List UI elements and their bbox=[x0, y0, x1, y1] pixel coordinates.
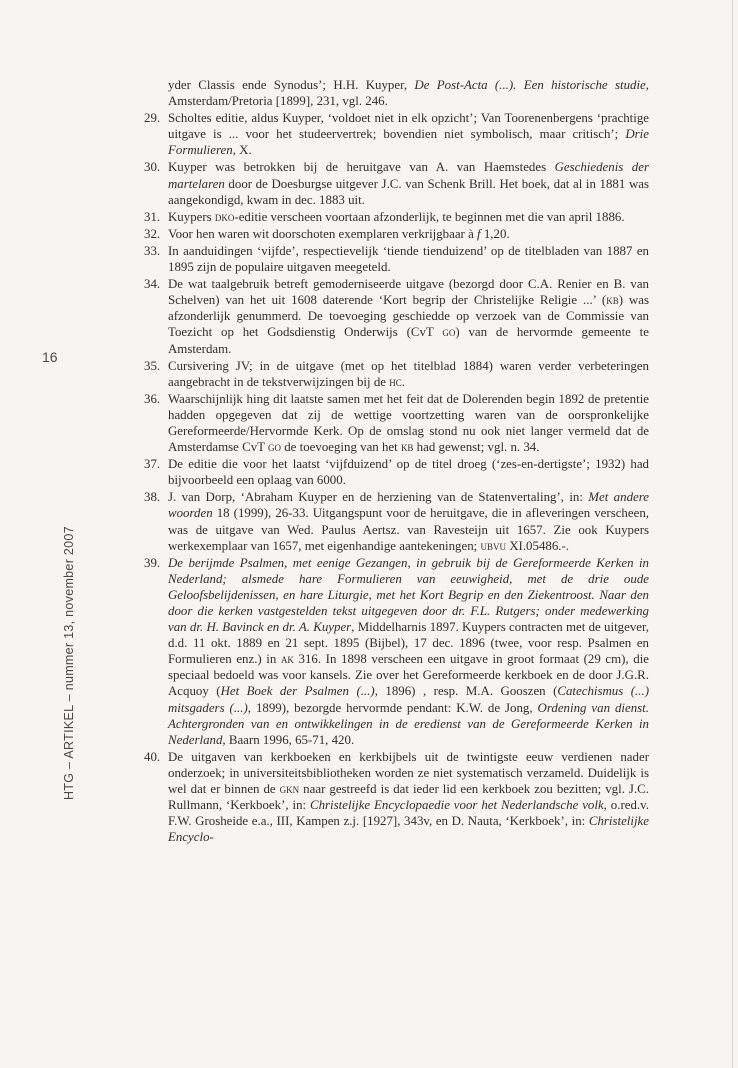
footnote-number: 37. bbox=[144, 457, 161, 472]
footnote-text-run: De wat taalgebruik betreft gemoderniseerde uitgave (bezorgd door C.A. Renier en B. van Schelven) van het uit 1608 daterende ‘Kort begrip der Christelijke Religie ...’ ( bbox=[168, 277, 649, 308]
footnote-text-run: hc bbox=[389, 374, 402, 389]
footnote-text-run: Scholtes editie, aldus Kuyper, ‘voldoet niet in elk opzicht’; Van Toorenenbergens ‘prachtige uitgave is ... voor het studeervertrek; bovendien niet symbolisch, maar critisch’; bbox=[168, 111, 649, 142]
footnote-text-run: , Baarn 1996, 65-71, 420. bbox=[222, 732, 355, 747]
footnote bbox=[144, 226, 649, 242]
footnote-text-run: yder Classis ende Synodus’; H.H. Kuyper, bbox=[168, 78, 415, 92]
footnote-text-run: Kuypers bbox=[168, 209, 215, 224]
footnote-text-run: De uitgaven van kerkboeken en kerkbijbels uit de twintigste eeuw verdienen nader onderzoek; in universiteitsbibliotheken worden ze niet systematisch verzameld. Duidelijk is wel dat er binnen de bbox=[168, 749, 649, 797]
footnote-text bbox=[168, 226, 649, 242]
footnote-text-run: gkn bbox=[279, 782, 300, 797]
footnote-italic-text: Ordening van dienst. Achtergronden van en ontwikkelingen in de eredienst van de Gereformeerde Kerken in Nederland bbox=[168, 700, 649, 747]
footnote-italic-text: De Post-Acta (...). Een historische studie bbox=[414, 78, 646, 92]
footnote-text-run: ) van de hervormde gemeente te Amsterdam. bbox=[168, 325, 649, 356]
footnote-italic-text: Met andere woorden bbox=[168, 490, 649, 521]
footnotes-list bbox=[144, 77, 650, 846]
footnote-text-run: 316. In 1898 verscheen een uitgave in groot formaat (29 cm), die speciaal bedoeld was voor kansels. Zie over het Gereformeerde kerkboek en de door J.G.R. Acquoy ( bbox=[168, 652, 649, 699]
footnote-number: 29. bbox=[144, 111, 161, 126]
footnote-text-run: , 1896) , resp. M.A. Gooszen ( bbox=[374, 684, 558, 699]
footnote bbox=[144, 110, 649, 158]
footnote-text-run: 1,20. bbox=[480, 226, 510, 241]
footnote-text-run: Waarschijnlijk hing dit laatste samen met het feit dat de Dolerenden begin 1892 de pretentie hadden opgegeven dat zij de wettige voortzetting waren van de oorspronkelijke Gereformeerde/Hervormde Kerk. Op de omslag stond nu ook niet langer vermeld dat de Amsterdamse CvT bbox=[168, 391, 649, 455]
footnote-text bbox=[168, 110, 649, 158]
footnote-text-run: ubvu bbox=[480, 538, 506, 553]
footnote-number: 36. bbox=[144, 391, 161, 406]
footnote-text-run: go bbox=[442, 325, 456, 340]
footnote-number: 30. bbox=[144, 160, 161, 175]
footnote-number: 39. bbox=[144, 555, 161, 570]
footnote-number: 38. bbox=[144, 490, 161, 505]
footnote-text-run: go bbox=[268, 440, 282, 455]
footnote-italic-text: Drie Formulieren bbox=[168, 127, 649, 158]
footnote bbox=[144, 456, 649, 488]
footnote-italic-text: Christelijke Encyclo- bbox=[168, 814, 649, 845]
footnote-text-run: ) was afzonderlijk genummerd. De toevoeging geschiedde op verzoek van de Commissie van Toezicht op het Godsdienstig Onderwijs (CvT bbox=[168, 293, 649, 340]
footnote-text bbox=[168, 749, 649, 846]
footnote bbox=[144, 358, 649, 390]
footnote-text-run: dko bbox=[214, 209, 235, 224]
footnote bbox=[144, 243, 649, 275]
footnote-text-run: Cursivering JV; in de uitgave (met op het titelblad 1884) waren verder verbeteringen aangebracht in de tekstverwijzingen bij de bbox=[168, 358, 649, 389]
footnote-text-run: , Amsterdam/Pretoria [1899], 231, vgl. 246. bbox=[168, 78, 650, 109]
footnote-text-run: -editie verscheen voortaan afzonderlijk, te beginnen met die van april 1886. bbox=[234, 209, 625, 224]
footnote-text-run: , 1899), bezorgde hervormde pendant: K.W. de Jong, bbox=[247, 700, 538, 715]
footnote bbox=[144, 391, 649, 455]
footnote-italic-text: Het Boek der Psalmen (...) bbox=[220, 684, 375, 699]
footnote-italic-text: Christelijke Encyclopaedie voor het Nederlandsche volk bbox=[310, 798, 604, 813]
footnote-number: 31. bbox=[144, 209, 161, 224]
footnote-number: 40. bbox=[144, 749, 161, 764]
footnote-number: 34. bbox=[144, 277, 161, 292]
footnote-text-run: . bbox=[401, 374, 405, 389]
footnote-text-run: naar gestreefd is dat ieder lid een kerkboek zou bezitten; vgl. J.C. Rullmann, ‘Kerkboek’, in: bbox=[168, 782, 649, 813]
footnote bbox=[144, 749, 649, 846]
footnote-text-run: kb bbox=[400, 440, 414, 455]
footnote-text bbox=[168, 276, 649, 356]
footnote-text bbox=[168, 77, 649, 109]
footnote-number bbox=[144, 77, 168, 109]
page-number: 16 bbox=[42, 349, 58, 365]
footnote-text bbox=[168, 391, 649, 455]
footnote-text bbox=[168, 456, 649, 488]
footnote-text-run: ak bbox=[280, 652, 294, 667]
footnote-number: 32. bbox=[144, 226, 161, 241]
footnote-text bbox=[168, 159, 649, 207]
footnote-text-run: had gewenst; vgl. n. 34. bbox=[413, 440, 540, 455]
footnote bbox=[144, 276, 649, 356]
footnote-text-run: 18 (1999), 26-33. Uitgangspunt voor de heruitgave, die in afleveringen verscheen, was de uitgave van Wed. Paulus Aertsz. van Ravesteijn uit 1657. Zie ook Kuypers werkexemplaar van 1657, met eigenhandige aantekeningen; bbox=[168, 506, 649, 553]
footnote-text bbox=[168, 358, 649, 390]
footnote-number: 33. bbox=[144, 243, 161, 258]
footnote-text-run: door de Doesburgse uitgever J.C. van Schenk Brill. Het boek, dat al in 1881 was aangekondigd, kwam in dec. 1883 uit. bbox=[168, 176, 649, 207]
footnote-text-run: kb bbox=[606, 293, 619, 308]
footnote-italic-text: Catechismus (...) mitsgaders (...) bbox=[168, 684, 650, 715]
footnote-italic-text: De berijmde Psalmen, met eenige Gezangen, in gebruik bij de Gereformeerde Kerken in Nederland; alsmede hare Formulieren van eeuwigheid, met de drie oude Geloofsbelijdenissen, en hare Liturgie, met het Kort Begrip en den Ziekentroost. Naar den door die kerken vastgestelden tekst uitgegeven door dr. F.L. Rutgers; onder medewerking van dr. H. Bavinck en dr. A. Kuyper bbox=[168, 555, 649, 635]
footnote-italic-text: f bbox=[477, 226, 481, 241]
footnote-text-run: In aanduidingen ‘vijfde’, respectievelijk ‘tiende tienduizend’ op de titelbladen van 1887 en 1895 zijn de populaire uitgaven meegeteld. bbox=[168, 243, 649, 275]
footnote-text bbox=[168, 489, 649, 553]
footnote-number: 35. bbox=[144, 358, 161, 373]
footnote bbox=[144, 555, 650, 748]
footnote bbox=[144, 209, 649, 225]
footnote-text-run: de toevoeging van het bbox=[281, 440, 401, 455]
footnote bbox=[168, 77, 649, 109]
footnote-text-run: , Middelharnis 1897. Kuypers contracten met de uitgever, d.d. 11 okt. 1889 en 21 sept. 1895 (Bijbel), 17 dec. 1896 (twee, voor resp. Psalmen en Formulieren enz.) in bbox=[168, 620, 649, 667]
footnote-text-run: J. van Dorp, ‘Abraham Kuyper en de herziening van de Statenvertaling’, in: bbox=[168, 490, 589, 505]
footnote-text-run: De editie die voor het laatst ‘vijfduizend’ op de titel droeg (‘zes-en-dertigste’; 1932) had bijvoorbeeld een oplaag van 6000. bbox=[168, 457, 649, 488]
footnote-text bbox=[168, 243, 649, 275]
footnote bbox=[144, 159, 649, 207]
footnote-text bbox=[168, 209, 649, 225]
footnote-text bbox=[168, 555, 649, 748]
footnote-italic-text: Geschiedenis der martelaren bbox=[168, 160, 649, 191]
running-head: HTG – ARTIKEL – nummer 13, november 2007 bbox=[62, 526, 76, 800]
footnote-text-run: Kuyper was betrokken bij de heruitgave van A. van Haemstedes bbox=[168, 160, 555, 175]
footnote-text-run: , X. bbox=[232, 143, 252, 158]
footnote bbox=[144, 489, 649, 553]
footnote-text-run: XI.05486.-. bbox=[506, 538, 570, 553]
footnote-text-run: , o.red.v. F.W. Grosheide e.a., III, Kampen z.j. [1927], 343v, en D. Nauta, ‘Kerkboek’, in: bbox=[168, 798, 649, 829]
page-edge-line bbox=[732, 0, 733, 1068]
footnote-text-run: Voor hen waren wit doorschoten exemplaren verkrijgbaar à bbox=[168, 226, 478, 241]
